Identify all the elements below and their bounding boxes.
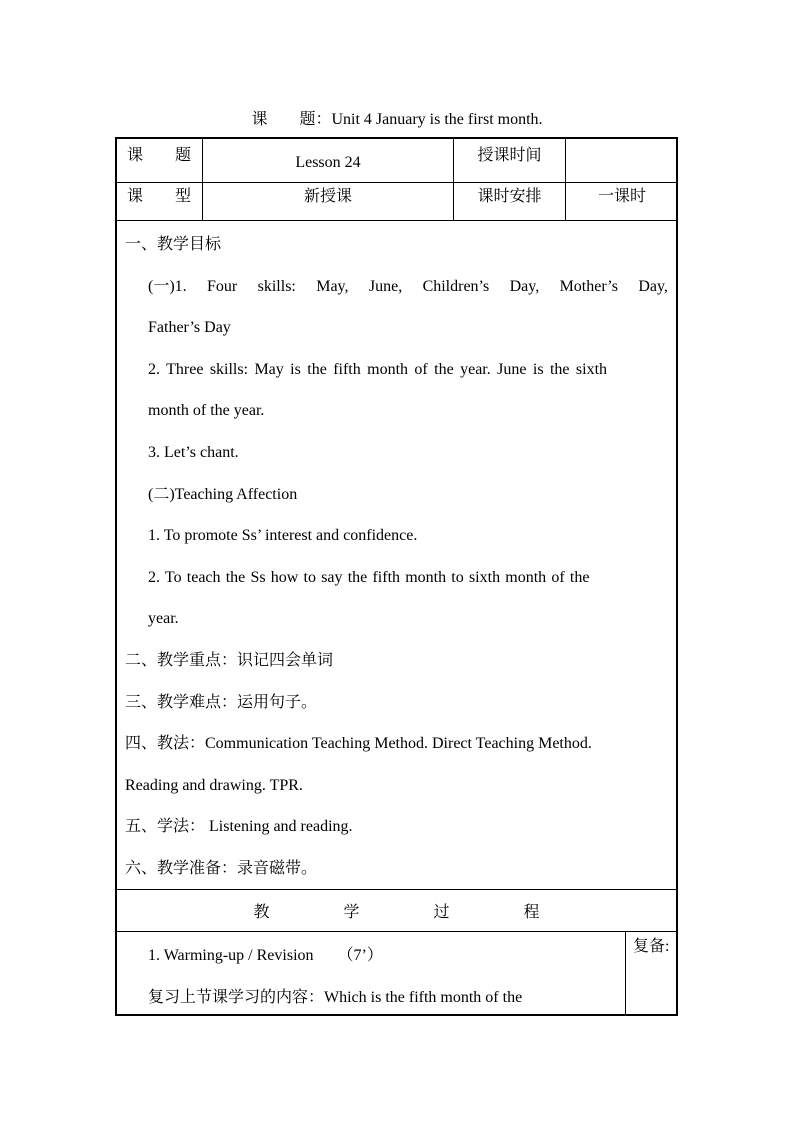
row-divider (117, 220, 676, 221)
text-span: Four (207, 277, 238, 295)
col-divider (625, 931, 626, 1016)
schedule-value: 一课时 (597, 188, 646, 205)
text-span: Mother’s (559, 277, 618, 295)
preparation: 六、教学准备：录音磁带。 (125, 859, 318, 877)
teaching-process-heading (117, 890, 676, 930)
review-notes-label: 复备: (633, 938, 670, 955)
steps-section (125, 935, 614, 1018)
row-divider (117, 182, 676, 183)
text-span: Children’s (422, 277, 490, 295)
text-span: skills: (257, 277, 296, 295)
process-char: 教 (253, 903, 270, 921)
col-divider (202, 139, 203, 220)
affection-heading: (二)Teaching Affection (148, 485, 298, 503)
row-divider (117, 931, 676, 932)
text-span: June, (368, 277, 403, 295)
lesson-plan-table (115, 137, 678, 1016)
objective-2-line-2: month of the year. (148, 402, 265, 420)
process-char: 程 (523, 903, 540, 921)
affection-1: 1. To promote Ss’ interest and confidence. (148, 527, 418, 545)
objectives-section (125, 224, 668, 890)
teaching-method-line-1: 四、教法：Communication Teaching Method. Direct Teaching Method. (125, 735, 592, 753)
objective-1-line-1 (125, 266, 668, 308)
lesson-type-value: 新授课 (303, 188, 352, 205)
objective-2-line-1: 2. Three skills: May is the fifth month of the year. June is the sixth (148, 360, 608, 378)
lesson-type-label: 课 型 (127, 188, 192, 205)
col-divider (565, 139, 566, 220)
step-1-title: 1. Warming-up / Revision （7’） (148, 947, 383, 964)
learning-method: 五、学法： Listening and reading. (125, 818, 353, 836)
step-1-content: 复习上节课学习的内容：Which is the fifth month of the (148, 988, 523, 1006)
topic-label: 课 题 (127, 147, 192, 164)
process-char: 学 (343, 903, 360, 921)
objectives-heading: 一、教学目标 (125, 236, 222, 253)
affection-2-line-1: 2. To teach the Ss how to say the fifth month to sixth month of the (148, 568, 590, 586)
key-points: 二、教学重点：识记四会单词 (125, 651, 334, 669)
text-span: May, (316, 277, 349, 295)
text-span: (一)1. (148, 277, 187, 295)
teaching-time-label: 授课时间 (477, 147, 542, 164)
schedule-label: 课时安排 (477, 188, 542, 205)
objective-3: 3. Let’s chant. (148, 443, 239, 461)
heading-label: 课 题： (251, 111, 332, 128)
process-char: 过 (433, 903, 450, 921)
objective-1-line-2: Father’s Day (148, 319, 231, 337)
topic-value: Lesson 24 (295, 154, 361, 171)
teaching-method-line-2: Reading and drawing. TPR. (125, 776, 303, 794)
text-span: Day, (509, 277, 540, 295)
difficulties: 三、教学难点：运用句子。 (125, 693, 318, 711)
affection-2-line-2: year. (148, 610, 179, 628)
lesson-heading (0, 106, 794, 129)
heading-title: Unit 4 January is the first month. (331, 111, 543, 128)
text-span: Day, (638, 277, 668, 295)
